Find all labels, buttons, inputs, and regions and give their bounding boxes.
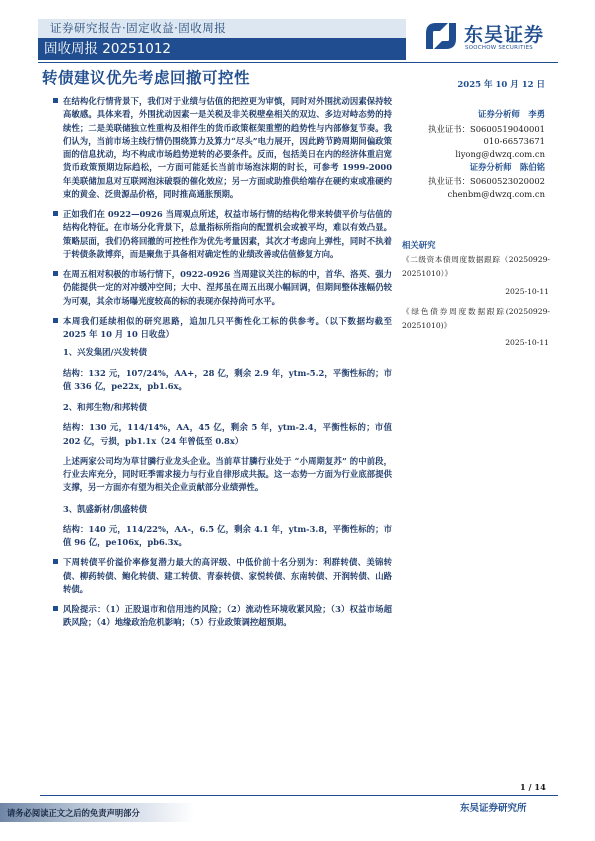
footer-divider [40,795,558,796]
summary-point [53,95,392,201]
bullet-square-icon [53,98,58,103]
bullet-square-icon [53,271,58,276]
pick-description: 上述两家公司均为草甘膦行业龙头企业。当前草甘膦行业处于 “小周期复苏” 的中前段，行业去库充分，同时旺季需求接力与行业自律形成共振。这一态势一方面为行业底部提供支撑，另一方面亦有望为相关企业贡献部分业绩弹性。 [63,455,392,493]
report-tag: 固收周报 20251012 [38,38,406,60]
logo-text-en: SOOCHOW SECURITIES [465,45,533,51]
bullet-square-icon [53,211,58,216]
analyst-1-name: 证券分析师 李勇 [478,109,545,119]
page-number: 1 / 14 [520,782,546,792]
bullet-square-icon [53,318,58,323]
summary-point [53,268,392,308]
bullet-square-icon [53,606,58,611]
summary-text: 在周五相对积极的市场行情下，0922-0926 当周建议关注的标的中，首华、洛英、强力仍能提供一定的对冲缓冲空间；大中、涅邦虽在周五出现小幅回调，但期间整体涨幅仍较为可观，其余市场曝光度较高的标的表现亦保持尚可水平。 [63,269,392,306]
summary-point [53,556,392,596]
pick-list [53,346,392,549]
analyst-1-email: liyong@dwzq.com.cn [455,149,545,159]
risk-text: 风险提示：（1）正股退市和信用违约风险；（2）流动性环境收紧风险；（3）权益市场超跌风险；（4）地缘政治危机影响；（5）行业政策调控超预期。 [63,604,392,628]
summary-point [53,208,392,261]
related-research-item[interactable]: 《绿色债券周度数据跟踪(20250929-20251010)》 [402,307,550,330]
summary-text: 本周我们延续相似的研究思路，追加几只平衡性化工标的供参考。（以下数据均截至 2025 年 10 月 10 日收盘） [63,315,392,339]
analyst-2-name: 证券分析师 陈伯铭 [469,162,545,172]
disclaimer-text: 请务必阅读正文之后的免责声明部分 [7,808,140,818]
footer-company: 东吴证券研究所 [460,803,527,814]
pick-detail: 结构：130 元，114/14%，AA，45 亿，剩余 5 年，ytm-2.4，平衡性标的；市值 202 亿，亏损，pb1.1x（24 年曾低至 0.8x） [63,422,392,446]
logo-text-cn: 东吴证券 [464,24,545,46]
pick-detail: 结构：140 元，114/22%，AA-，6.5 亿，剩余 4.1 年，ytm-3.8，平衡性标的；市值 96 亿，pe106x，pb6.3x。 [63,523,392,547]
pick-detail: 结构：132 元，107/24%，AA+，28 亿，剩余 2.9 年，ytm-5.2，平衡性标的；市值 336 亿，pe22x，pb1.6x。 [63,367,392,391]
risk-warning [53,603,392,630]
summary-point [53,315,392,342]
analyst-2-cert: 执业证书：S0600523020002 [428,176,545,186]
report-category: 证券研究报告·固定收益·固收周报 [38,19,406,38]
bullet-square-icon [53,559,58,564]
related-research-date: 2025-10-11 [505,287,549,296]
summary-text: 下周转债平价溢价率修复潜力最大的高评级、中低价前十名分别为：利群转债、美锦转债、柳药转债、鲍化转债、建工转债、青泰转债、家悦转债、东南转债、开润转债、山路转债。 [63,557,392,594]
related-research-item[interactable]: 《二级资本债周度数据跟踪（20250929-20251010）》 [402,255,550,278]
summary-text: 在结构化行情背景下，我们对于业绩与估值的把控更为审慎，同时对外围扰动因素保持较高敏感。具体来看，外围扰动因素一是关税及非关税壁垒相关的双边、多边对峙态势的持续性；二是美联储独立性重构及相伴生的货币政策框架重塑的趋势性与内部修复节奏。我们认为，当前市场主线行情仍围绕算力及算力“尽头”电力展开，因此跨节跨周期间偏政策面的信息扰动，均不构成市场趋势逆转的必要条件。反而，包括美日在内的经济体重启宽货币政策预期边际趋松，一方面可能延长当前市场泡沫期的时长，可参考 1999-2000 年美联储加息对互联网泡沫破裂的催化效应；另一方面或助推供给端存在硬约束或准硬约束的黄金、泛贵源品价格，同时推高通胀预期。 [63,96,392,199]
logo-mark-icon [422,19,460,53]
disclaimer-band [0,803,195,822]
company-logo [422,18,562,58]
report-date: 2025 年 10 月 12 日 [457,80,545,90]
related-research-date: 2025-10-11 [505,338,549,347]
report-title: 转债建议优先考虑回撤可控性 [42,68,251,87]
summary-text: 正如我们在 0922—0926 当周观点所述，权益市场行情的结构化带来转债平价与估值的结构化特征。在市场分化背景下，总量指标所指向的配置机会或被平均，难以有效凸显。策略层面，我们仍将回撤的可控性作为优先考量因素，其次才考虑向上弹性，同时不执着于转债条款博弈，而是聚焦于具备相对确定性的业绩改善或估值修复方向。 [63,209,392,259]
header-divider [38,62,558,63]
summary-column [53,95,392,630]
analyst-1-phone: 010-66573671 [483,136,545,146]
analyst-2-email: chenbm@dwzq.com.cn [447,189,545,199]
pick-title: 1、兴发集团/兴发转债 [63,347,147,358]
pick-title: 3、凯盛新材/凯盛转债 [63,503,147,514]
related-research-title: 相关研究 [402,240,436,250]
analyst-1-cert: 执业证书：S0600519040001 [428,124,545,134]
pick-title: 2、和邦生物/和邦转债 [63,402,147,412]
